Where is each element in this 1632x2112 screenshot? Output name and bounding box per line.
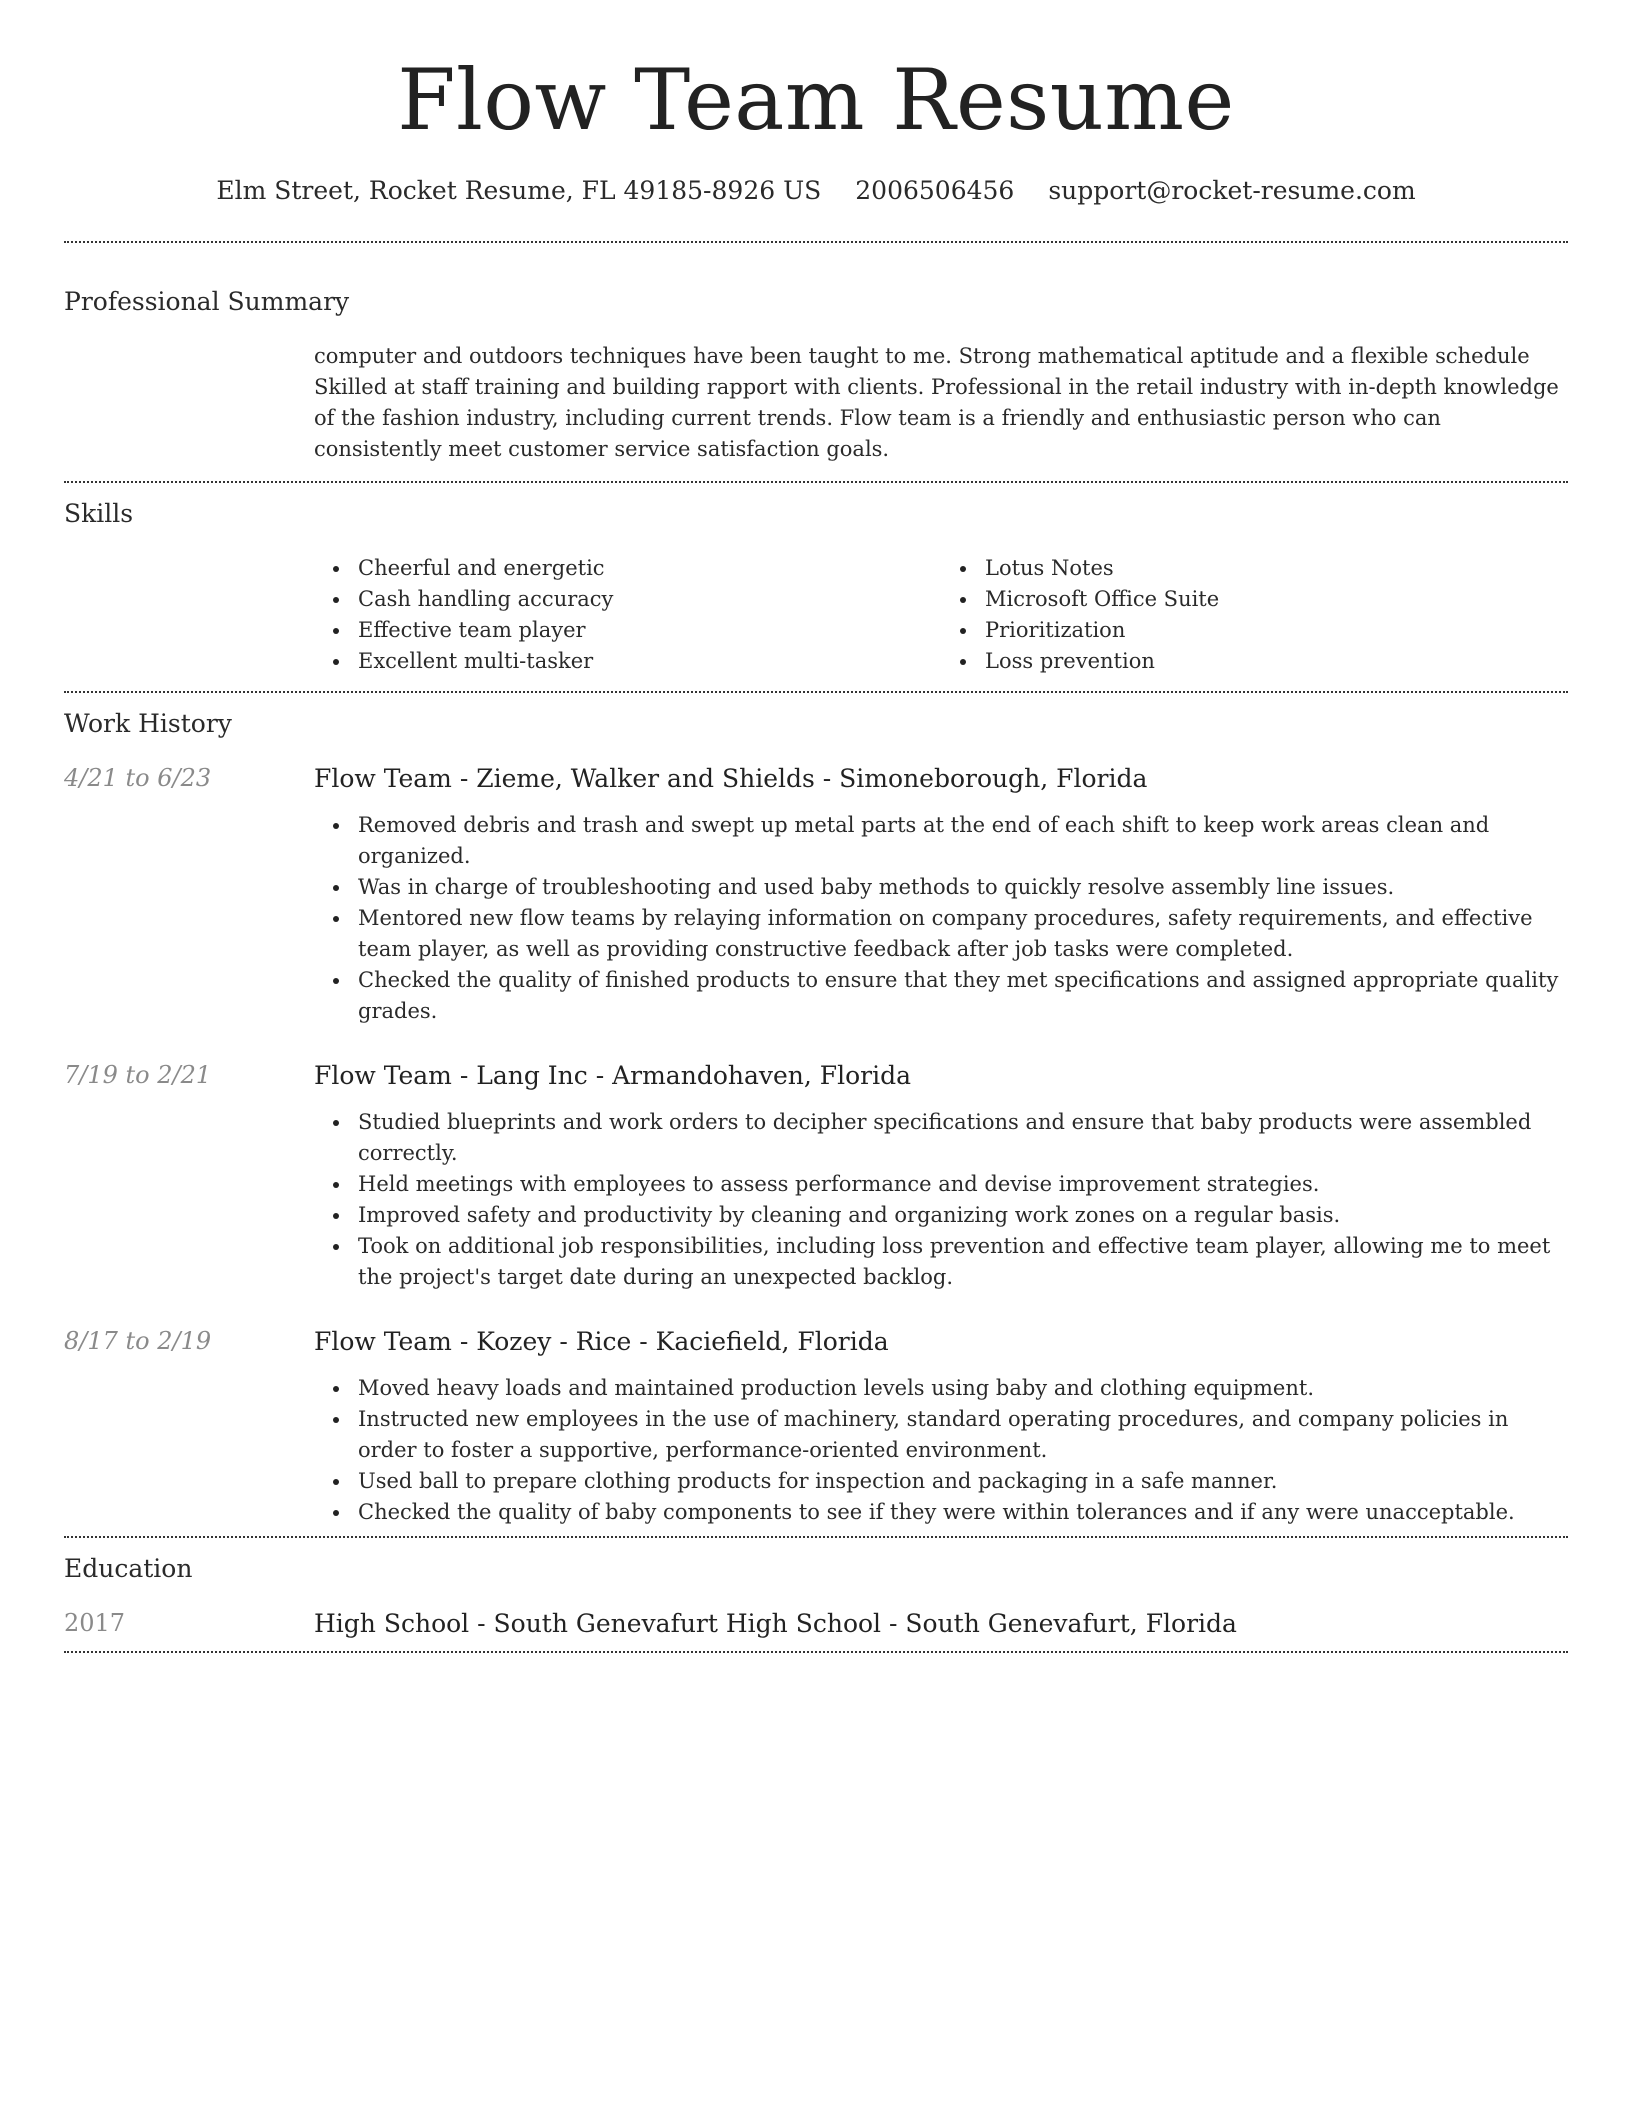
contact-line bbox=[64, 176, 1568, 205]
job-bullet: Instructed new employees in the use of machinery, standard operating procedures, and company policies in order to foster a supportive, performance-oriented environment. bbox=[314, 1404, 1568, 1466]
skill-item: Microsoft Office Suite bbox=[941, 584, 1568, 615]
summary-text: computer and outdoors techniques have been taught to me. Strong mathematical aptitude and a flexible schedule Skilled at staff training and building rapport with clients. Professional in the retail industry with in-depth knowledge of the fashion industry, including current trends. Flow team is a friendly and enthusiastic person who can consistently meet customer service satisfaction goals. bbox=[314, 344, 1559, 461]
job-title: Flow Team - Kozey - Rice - Kaciefield, Florida bbox=[314, 1327, 889, 1356]
job-bullets bbox=[314, 1373, 1568, 1528]
job-bullet: Checked the quality of finished products to ensure that they met specifications and assigned appropriate quality grades. bbox=[314, 965, 1568, 1027]
job-bullet: Improved safety and productivity by cleaning and organizing work zones on a regular basis. bbox=[314, 1200, 1568, 1231]
job-date: 8/17 to 2/19 bbox=[64, 1327, 212, 1355]
skills-section bbox=[64, 499, 1568, 691]
contact-phone: 2006506456 bbox=[855, 176, 1015, 205]
summary-heading: Professional Summary bbox=[64, 287, 350, 316]
work-history-heading: Work History bbox=[64, 709, 232, 738]
summary-section bbox=[64, 287, 1568, 481]
section-divider bbox=[64, 1536, 1568, 1538]
job-date: 4/21 to 6/23 bbox=[64, 764, 212, 792]
job-entry bbox=[64, 1326, 1568, 1528]
skills-list-left bbox=[314, 553, 941, 677]
skill-item: Excellent multi-tasker bbox=[314, 646, 941, 677]
education-section bbox=[64, 1554, 1568, 1651]
education-entry: High School - South Genevafurt High School - South Genevafurt, Florida bbox=[314, 1609, 1237, 1638]
skill-item: Cash handling accuracy bbox=[314, 584, 941, 615]
job-bullet: Used ball to prepare clothing products for inspection and packaging in a safe manner. bbox=[314, 1466, 1568, 1497]
job-date: 7/19 to 2/21 bbox=[64, 1061, 212, 1089]
job-bullet: Mentored new flow teams by relaying information on company procedures, safety requirements, and effective team player, as well as providing constructive feedback after job tasks were completed. bbox=[314, 903, 1568, 965]
job-bullets bbox=[314, 810, 1568, 1027]
skill-item: Cheerful and energetic bbox=[314, 553, 941, 584]
education-heading: Education bbox=[64, 1554, 193, 1583]
job-title: Flow Team - Lang Inc - Armandohaven, Florida bbox=[314, 1061, 912, 1090]
job-bullet: Moved heavy loads and maintained production levels using baby and clothing equipment. bbox=[314, 1373, 1568, 1404]
skill-item: Effective team player bbox=[314, 615, 941, 646]
resume-header bbox=[64, 0, 1568, 205]
job-entry bbox=[64, 763, 1568, 1027]
section-divider bbox=[64, 241, 1568, 243]
skill-item: Prioritization bbox=[941, 615, 1568, 646]
job-bullet: Checked the quality of baby components to see if they were within tolerances and if any were unacceptable. bbox=[314, 1497, 1568, 1528]
skills-list-right bbox=[941, 553, 1568, 677]
job-bullet: Was in charge of troubleshooting and used baby methods to quickly resolve assembly line issues. bbox=[314, 872, 1568, 903]
candidate-name: Flow Team Resume bbox=[397, 51, 1235, 149]
contact-email: support@rocket-resume.com bbox=[1048, 176, 1416, 205]
work-history-section bbox=[64, 709, 1568, 1528]
skills-heading: Skills bbox=[64, 499, 134, 528]
education-date: 2017 bbox=[64, 1609, 126, 1637]
job-bullet: Took on additional job responsibilities, including loss prevention and effective team player, allowing me to meet the project's target date during an unexpected backlog. bbox=[314, 1231, 1568, 1293]
contact-address: Elm Street, Rocket Resume, FL 49185-8926 US bbox=[216, 176, 822, 205]
job-bullet: Studied blueprints and work orders to decipher specifications and ensure that baby products were assembled correctly. bbox=[314, 1107, 1568, 1169]
resume-page bbox=[64, 0, 1568, 1653]
skill-item: Lotus Notes bbox=[941, 553, 1568, 584]
job-bullets bbox=[314, 1107, 1568, 1293]
job-bullet: Held meetings with employees to assess performance and devise improvement strategies. bbox=[314, 1169, 1568, 1200]
section-divider bbox=[64, 481, 1568, 483]
job-title: Flow Team - Zieme, Walker and Shields - Simoneborough, Florida bbox=[314, 764, 1148, 793]
job-bullet: Removed debris and trash and swept up metal parts at the end of each shift to keep work areas clean and organized. bbox=[314, 810, 1568, 872]
skill-item: Loss prevention bbox=[941, 646, 1568, 677]
job-entry bbox=[64, 1060, 1568, 1293]
section-divider bbox=[64, 691, 1568, 693]
section-divider bbox=[64, 1651, 1568, 1653]
